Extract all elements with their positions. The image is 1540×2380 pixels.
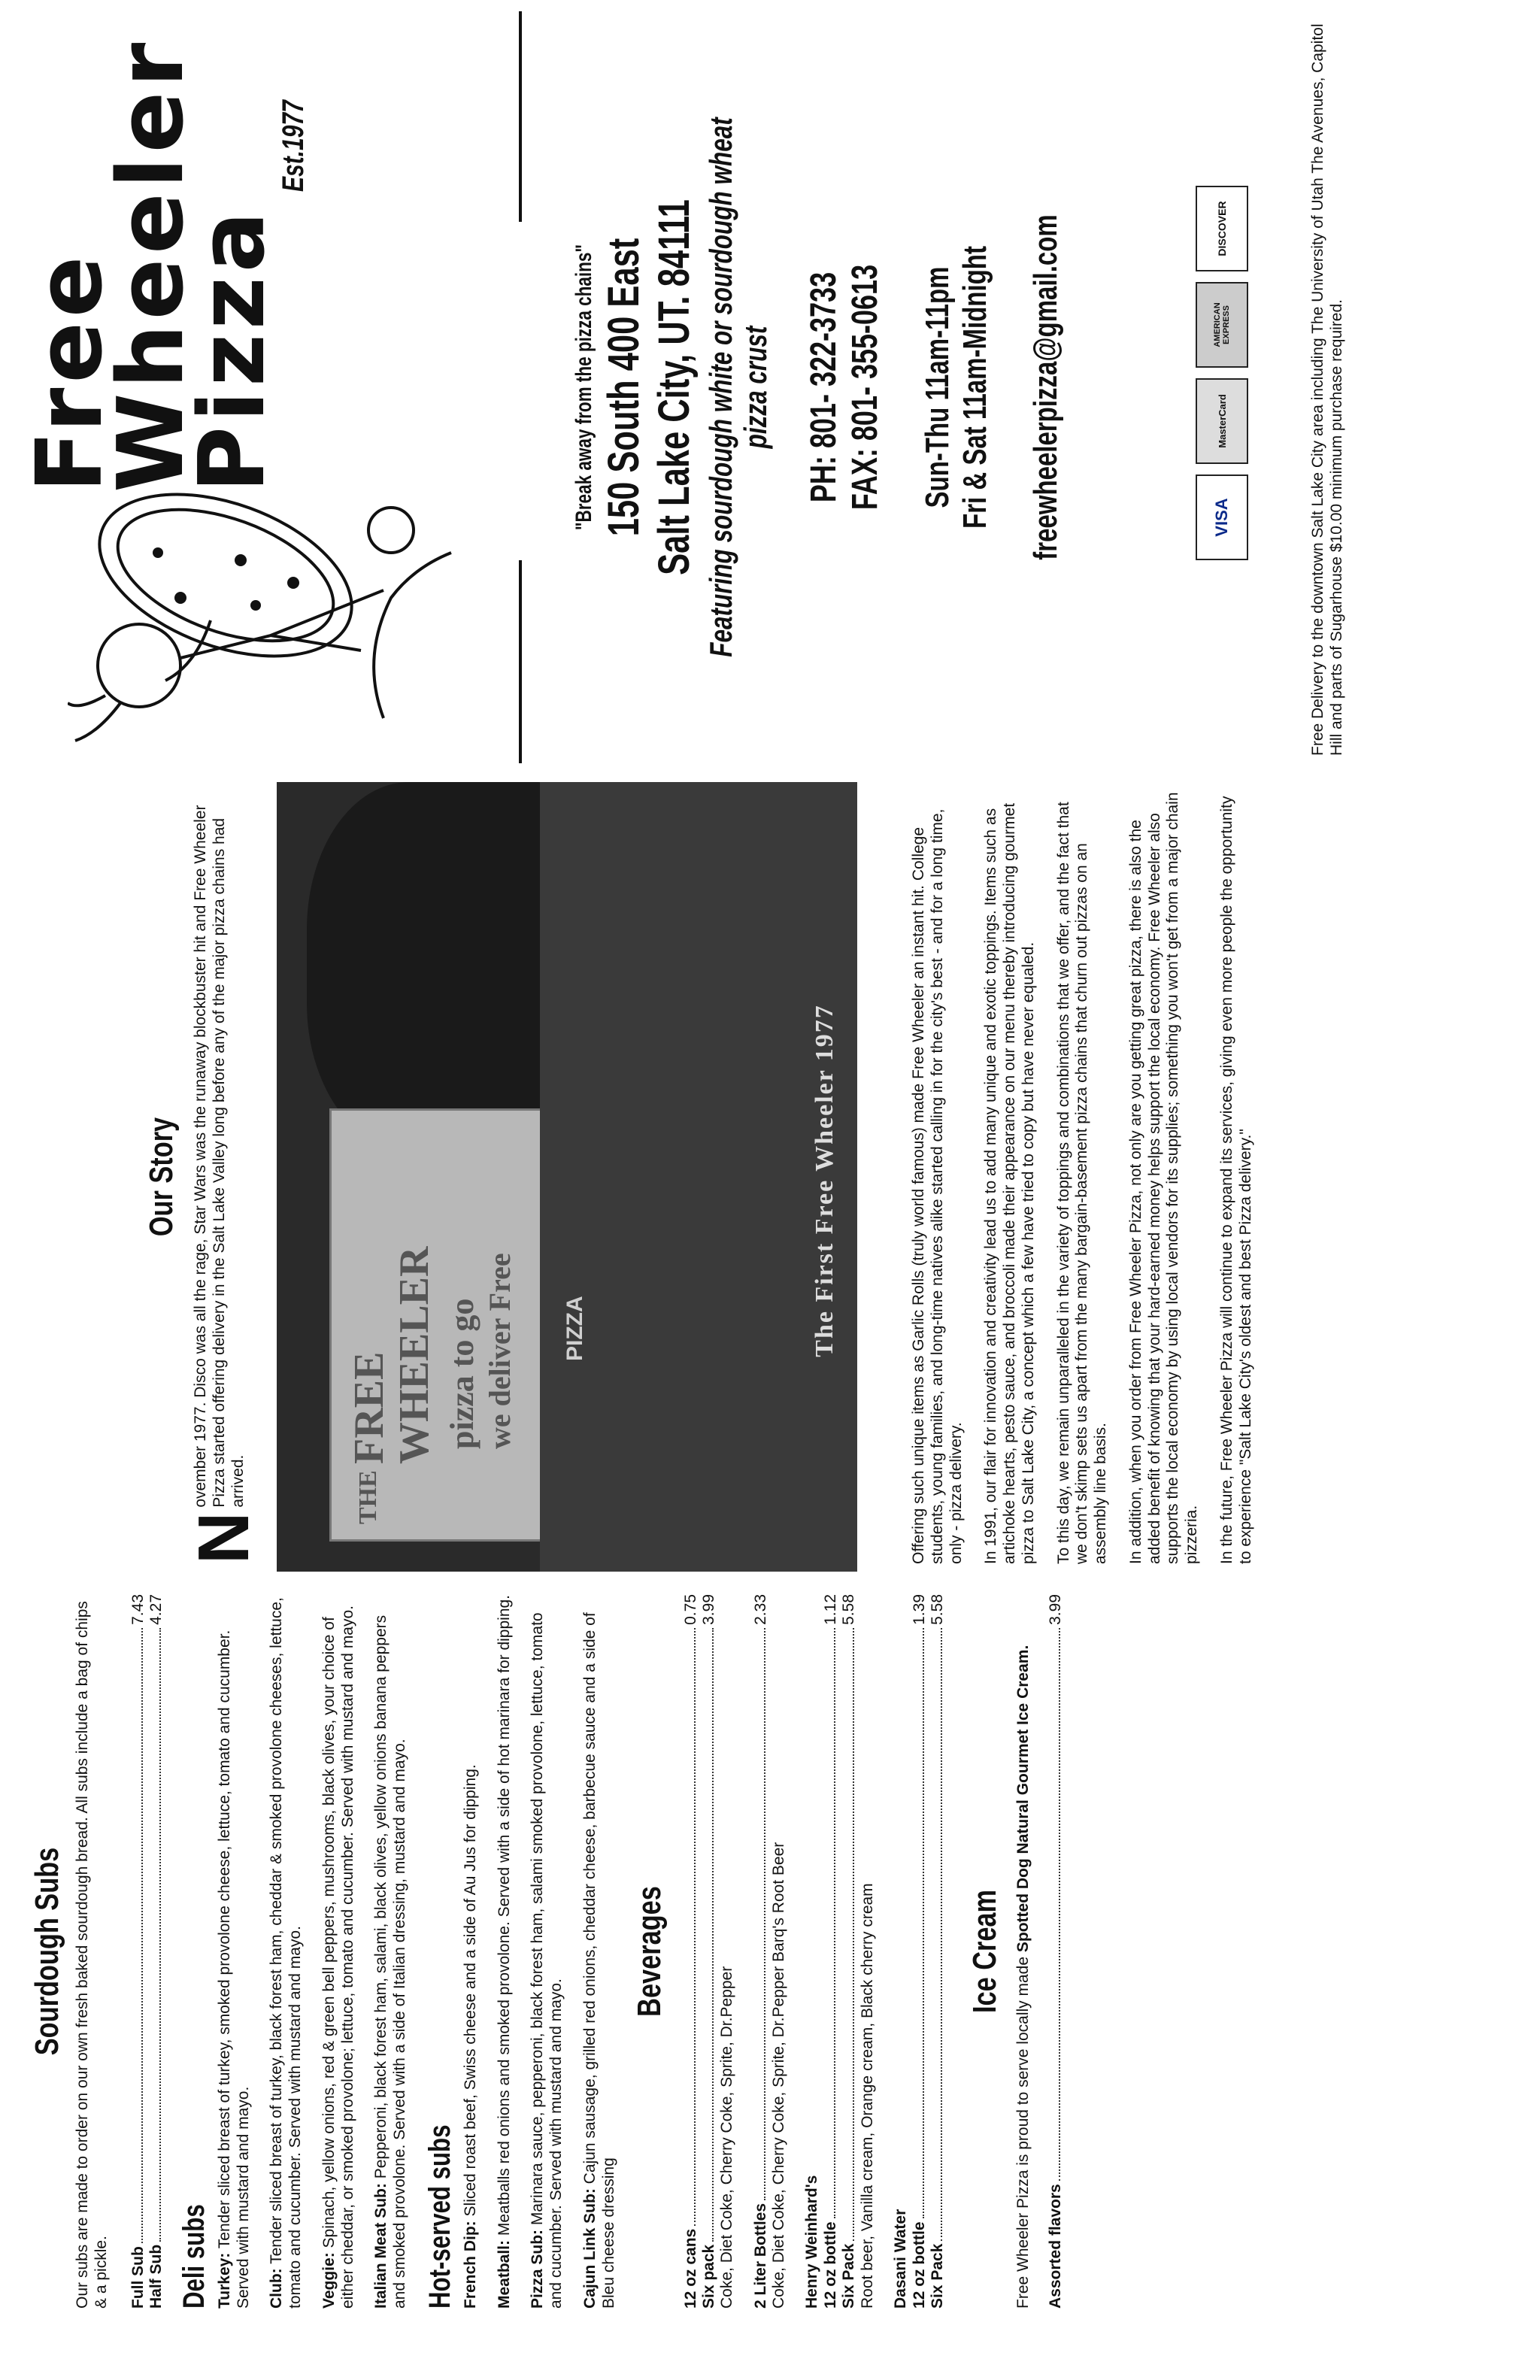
- item-desc: Meatballs red onions and smoked provolone. Served with a side of hot marinara for dipping.: [495, 1594, 513, 2236]
- price-row: [929, 1594, 947, 2309]
- fax-number: FAX: 801- 355-0613: [845, 264, 886, 511]
- beverage-brand: Dasani Water: [892, 2209, 910, 2309]
- price-value: 2.33: [751, 1594, 769, 1625]
- price-value: 5.58: [840, 1594, 858, 1625]
- story-paragraph: Offering such unique items as Garlic Rolls (truly world famous) made Free Wheeler an instant hit. College students, young families, and long-time natives alike started calling in for the city's best - and for a long time, only - pizza delivery.: [910, 808, 965, 1564]
- icecream-title: Ice Cream: [966, 1889, 1004, 2014]
- visa-card: VISA: [1196, 474, 1248, 560]
- story-title: Our Story: [143, 1117, 180, 1237]
- item-desc: Spinach, yellow onions, red & green bell peppers, mushrooms, black olives, your choice of either cheddar, or smoked provolone; lettuce, tomato and cucumber. Served with mustard and mayo.: [320, 1605, 356, 2309]
- price-value: 5.58: [929, 1594, 947, 1625]
- payment-cards: [1196, 186, 1248, 560]
- price-name: Six pack: [699, 2244, 717, 2309]
- story-intro: [183, 790, 264, 1564]
- icecream-brand: Spotted Dog Natural Gourmet Ice Cream.: [1014, 1645, 1032, 1953]
- established-year: Est.1977: [277, 100, 310, 192]
- beverage-group: [682, 1594, 737, 2309]
- store-sign: [329, 1108, 544, 1542]
- menu-content: [29, 1594, 1065, 2309]
- price-name: 12 oz cans: [681, 2228, 699, 2309]
- item-name: Pizza Sub:: [529, 2229, 547, 2309]
- icecream-intro: [1014, 1594, 1033, 2309]
- deli-title: Deli subs: [177, 2204, 211, 2309]
- story-paragraph: In the future, Free Wheeler Pizza will continue to expand its services, giving even more people the opportunity to experience "Salt Lake City's oldest and best Pizza delivery.": [1217, 796, 1254, 1564]
- item-desc: Tender sliced breast of turkey, black forest ham, cheddar & smoked provolone cheeses, lettuce, tomato and cucumber. Served with mustard and mayo.: [268, 1597, 305, 2309]
- city-address: Salt Lake City, UT. 84111: [650, 199, 699, 575]
- price-value: 7.43: [129, 1594, 147, 1625]
- icecream-intro-text: Free Wheeler Pizza is proud to serve locally made: [1014, 1952, 1032, 2309]
- discover-card: DISCOVER: [1196, 186, 1248, 271]
- hot-title: Hot-served subs: [423, 2124, 456, 2309]
- sign-text: pizza to go: [444, 1298, 480, 1449]
- price-name: Six Pack: [929, 2243, 947, 2309]
- price-row: [911, 1594, 929, 2309]
- beverage-brand: Henry Weinhard's: [803, 2175, 821, 2309]
- brand-wordmark: [18, 38, 285, 493]
- story-paragraph: In 1991, our flair for innovation and creativity lead us to add many unique and exotic toppings. Items such as artichoke hearts, pesto sauce, and broccoli made their appearance on our menu thereby introducing gourmet pizza to Salt Lake City, a concept which a few have tried to copy but have never equaled.: [982, 802, 1037, 1564]
- price-name: Six Pack: [840, 2243, 858, 2309]
- item-name: French Dip:: [461, 2221, 479, 2309]
- menu-item: [320, 1594, 358, 2309]
- menu-item: [462, 1594, 480, 2309]
- price-row: [682, 1594, 700, 2309]
- price-name: 12 oz bottle: [822, 2221, 840, 2309]
- brand-line: Wheeler: [99, 38, 204, 493]
- logo: [0, 11, 511, 763]
- price-value: 1.39: [911, 1594, 929, 1625]
- brand-column: [0, 11, 1540, 763]
- price-name: Full Sub: [129, 2246, 147, 2309]
- menu-item: [496, 1594, 514, 2309]
- hours-weekday: Sun-Thu 11am-11pm: [919, 266, 956, 508]
- email-address: freewheelerpizza@gmail.com: [1027, 214, 1065, 560]
- sign-text: WHEELER: [391, 1246, 438, 1464]
- sign-text: we deliver Free: [483, 1253, 517, 1449]
- hours-weekend: Fri & Sat 11am-Midnight: [956, 246, 994, 529]
- mastercard-card: MasterCard: [1196, 378, 1248, 464]
- story-paragraph: To this day, we remain unparalleled in the variety of toppings and combinations that we offer, and the fact that we don't skimp sets us apart from the many bargain-basement pizza chains that churn out pizzas on an assembly line basis.: [1054, 802, 1110, 1564]
- pizza-rider-illustration: [68, 493, 459, 748]
- divider: [519, 560, 522, 763]
- divider: [519, 11, 522, 222]
- storefront-shadow: [540, 782, 857, 1572]
- amex-card: AMERICAN EXPRESS: [1196, 282, 1248, 368]
- delivery-note: Free Delivery to the downtown Salt Lake City area including The University of Utah The Avenues, Capitol Hill and parts of Sugarhouse $10.00 minimum purchase required.: [1309, 23, 1346, 756]
- beverage-group: [803, 1594, 877, 2309]
- item-name: Meatball:: [495, 2239, 513, 2309]
- beverage-group: [892, 1594, 947, 2309]
- contact-info: [526, 11, 1065, 763]
- item-name: Veggie:: [320, 2252, 338, 2309]
- window-sign: PIZZA: [562, 1296, 587, 1361]
- beverage-flavors: Coke, Diet Coke, Cherry Coke, Sprite, Dr.Pepper: [717, 1966, 735, 2309]
- menu-item: [529, 1594, 566, 2309]
- brand-line: Free: [18, 251, 123, 493]
- beverage-flavors: Coke, Diet Coke, Cherry Coke, Sprite, Dr.Pepper Barq's Root Beer: [769, 1842, 787, 2309]
- price-row-half-sub: [147, 1594, 165, 2309]
- menu-item: [216, 1594, 253, 2309]
- item-name: Club:: [268, 2268, 286, 2309]
- sourdough-title: Sourdough Subs: [29, 1847, 65, 2056]
- item-name: Italian Meat Sub:: [372, 2183, 390, 2309]
- menu-item: [372, 1594, 410, 2309]
- price-value: 1.12: [822, 1594, 840, 1625]
- price-value: 3.99: [1047, 1594, 1065, 1625]
- price-value: 4.27: [147, 1594, 165, 1625]
- story-body: [910, 790, 1255, 1564]
- item-name: Cajun Link Sub:: [581, 2188, 599, 2309]
- item-desc: Pepperoni, black forest ham, salami, black olives, yellow onions banana peppers and smoked provolone. Served with a side of Italian dressing, mustard and mayo.: [372, 1614, 409, 2309]
- story-paragraph: In addition, when you order from Free Wheeler Pizza, not only are you getting great pizza, there is also the added benefit of knowing that your hard-earned money helps support the local economy. Free Wheeler also supports the local economy by using local vendors for its supplies; something you won't get from a major chain pizzeria.: [1126, 792, 1201, 1564]
- drop-cap: N: [183, 1511, 264, 1564]
- storefront-photo: [277, 782, 857, 1572]
- price-value: 0.75: [681, 1594, 699, 1625]
- tree-silhouette: [307, 782, 562, 1151]
- story-column: [0, 782, 1540, 1572]
- phone-number: PH: 801- 322-3733: [804, 271, 844, 503]
- price-row: [822, 1594, 840, 2309]
- item-desc: Marinara sauce, pepperoni, black forest ham, salami smoked provolone, lettuce, tomato and cucumber. Served with mustard and mayo.: [529, 1612, 565, 2309]
- sourdough-intro: Our subs are made to order on our own fresh baked sourdough bread. All subs include a bag of chips & a pickle.: [74, 1601, 110, 2309]
- beverage-flavors: Root beer, Vanilla cream, Orange cream, Black cherry cream: [858, 1883, 876, 2309]
- item-desc: Tender sliced breast of turkey, smoked provolone cheese, lettuce, tomato and cucumber. Served with mustard and mayo.: [215, 1630, 252, 2309]
- price-row: [752, 1594, 770, 2309]
- brand-line: Pizza: [180, 207, 285, 493]
- price-row-full-sub: [129, 1594, 147, 2309]
- item-desc: Cajun sausage, grilled red onions, cheddar cheese, barbecue sauce and a side of Bleu cheese dressing: [581, 1612, 617, 2309]
- crust-feature: Featuring sourdough white or sourdough wheat pizza crust: [703, 117, 774, 657]
- item-name: Turkey:: [215, 2252, 233, 2309]
- item-desc: Sliced roast beef, Swiss cheese and a side of Au Jus for dipping.: [461, 1764, 479, 2217]
- sign-text: FREE: [346, 1351, 393, 1464]
- price-name: 12 oz bottle: [911, 2221, 929, 2309]
- story-paragraph: ovember 1977. Disco was all the rage, Star Wars was the runaway blockbuster hit and Free Wheeler Pizza started offering delivery in the Salt Lake Valley long before any of the major pizza chains had arrived.: [192, 805, 247, 1508]
- menu-column: [0, 1590, 1540, 2380]
- price-row-icecream: [1047, 1594, 1065, 2309]
- price-name: 2 Liter Bottles: [751, 2203, 769, 2309]
- price-name: Assorted flavors: [1047, 2184, 1065, 2309]
- price-row: [840, 1594, 858, 2309]
- price-row: [700, 1594, 718, 2309]
- menu-item: [268, 1594, 305, 2309]
- price-value: 3.99: [699, 1594, 717, 1625]
- street-address: 150 South 400 East: [599, 238, 648, 537]
- tagline: "Break away from the pizza chains": [571, 244, 596, 531]
- beverage-group: [752, 1594, 789, 2309]
- menu-item: [581, 1594, 619, 2309]
- price-name: Half Sub: [147, 2244, 165, 2309]
- sign-text: THE: [354, 1470, 382, 1524]
- photo-caption: The First Free Wheeler 1977: [811, 1004, 838, 1357]
- beverages-title: Beverages: [630, 1886, 668, 2017]
